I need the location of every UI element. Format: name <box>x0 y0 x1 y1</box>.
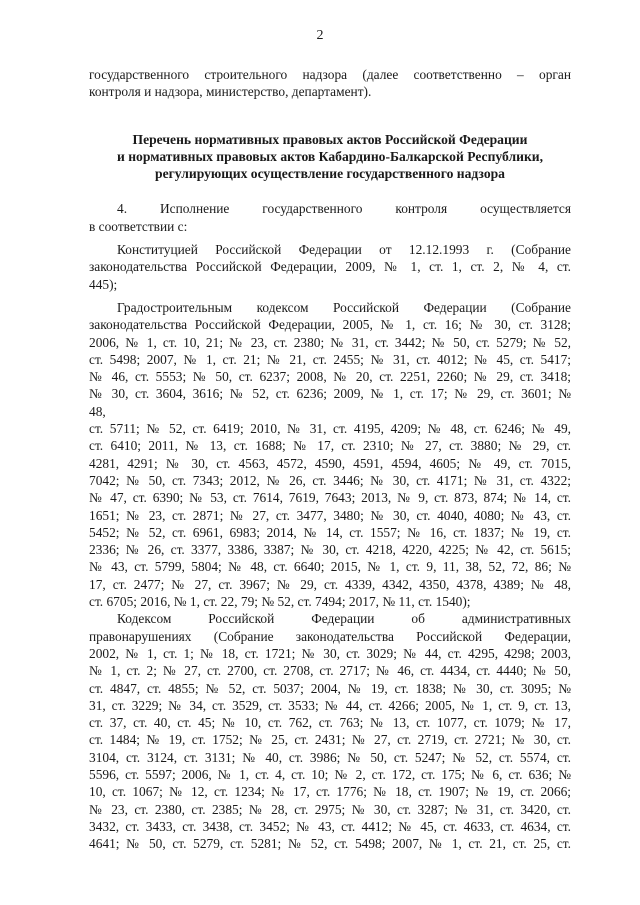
text-line: 4641; № 50, ст. 5279, ст. 5281; № 52, ст. 5498; 2007, № 1, ст. 21, ст. 25, ст. <box>89 836 571 852</box>
document-body <box>89 66 571 852</box>
text-line: 17, ст. 2477; № 27, ст. 3967; № 29, ст. 4339, 4342, 4350, 4378, 4389; № 48, <box>89 576 571 592</box>
page-number: 2 <box>316 28 324 43</box>
text-line: 445); <box>89 276 118 292</box>
constitution-paragraph <box>89 241 571 293</box>
text-line: законодательства Российской Федерации, 2009, № 1, ст. 1, ст. 2, № 4, ст. <box>89 259 571 275</box>
text-line: в соответствии с: <box>89 218 188 234</box>
text-line: 2006, № 1, ст. 10, 21; № 23, ст. 2380; № 31, ст. 3442; № 50, ст. 5279; № 52, <box>89 334 571 350</box>
clause-4-paragraph <box>89 200 571 235</box>
text-line: ст. 4847, ст. 4855; № 52, ст. 5037; 2004, № 19, ст. 1838; № 30, ст. 3095; № <box>89 680 571 696</box>
text-line: ст. 5711; № 52, ст. 6419; 2010, № 31, ст. 4195, 4209; № 48, ст. 6246; № 49, <box>89 421 571 437</box>
text-line: № 47, ст. 6390; № 53, ст. 7614, 7619, 7643; 2013, № 9, ст. 873, 874; № 14, ст. <box>89 490 571 506</box>
text-line: 5452; № 52, ст. 6961, 6983; 2014, № 14, ст. 1557; № 16, ст. 1837; № 19, ст. <box>89 524 571 540</box>
text-line: 2002, № 1, ст. 1; № 18, ст. 1721; № 30, ст. 3029; № 44, ст. 4295, 4298; 2003, <box>89 645 571 661</box>
intro-paragraph <box>89 66 571 101</box>
text-line: 31, ст. 3229; № 34, ст. 3529, ст. 3533; № 44, ст. 4266; 2005, № 1, ст. 9, ст. 13, <box>89 697 571 713</box>
text-line: № 43, ст. 5799, 5804; № 48, ст. 6640; 2015, № 1, ст. 9, 11, 38, 52, 72, 86; № <box>89 559 571 575</box>
text-line: ст. 6705; 2016, № 1, ст. 22, 79; № 52, ст. 7494; 2017, № 11, ст. 1540); <box>89 594 471 610</box>
text-line: 48, <box>89 403 106 419</box>
text-line: ст. 6410; 2011, № 13, ст. 1688; № 17, ст. 2310; № 27, ст. 3880; № 29, ст. <box>89 438 571 454</box>
text-line: № 46, ст. 5553; № 50, ст. 6237; 2008, № 20, ст. 2251, 2260; № 29, ст. 3418; <box>89 369 571 385</box>
admin-code-paragraph <box>89 610 571 852</box>
text-line: Градостроительным кодексом Российской Федерации (Собрание <box>117 299 571 315</box>
text-line: Конституцией Российской Федерации от 12.12.1993 г. (Собрание <box>117 242 571 258</box>
intro-line: государственного строительного надзора (далее соответственно – орган <box>89 67 571 82</box>
text-line: 4. Исполнение государственного контроля осуществляется <box>117 201 571 217</box>
heading-line: Перечень нормативных правовых актов Российской Федерации <box>132 131 528 147</box>
text-line: № 30, ст. 3604, 3616; № 52, ст. 6236; 2009, № 1, ст. 17; № 29, ст. 3601; № <box>89 386 571 402</box>
text-line: законодательства Российской Федерации, 2005, № 1, ст. 16; № 30, ст. 3128; <box>89 317 571 333</box>
text-line: 2336; № 26, ст. 3377, 3386, 3387; № 30, ст. 4218, 4220, 4225; № 42, ст. 5615; <box>89 542 571 558</box>
heading-line: регулирующих осуществление государственного надзора <box>155 166 505 182</box>
section-heading <box>89 131 571 183</box>
text-line: 7042; № 50, ст. 7343; 2012, № 26, ст. 3446; № 30, ст. 4171; № 31, ст. 4322; <box>89 472 571 488</box>
text-line: 1651; № 23, ст. 2871; № 27, ст. 3477, 3480; № 30, ст. 4040, 4080; № 43, ст. <box>89 507 571 523</box>
text-line: правонарушениях (Собрание законодательства Российской Федерации, <box>89 628 571 644</box>
text-line: 3104, ст. 3124, ст. 3131; № 40, ст. 3986; № 50, ст. 5247; № 52, ст. 5574, ст. <box>89 749 571 765</box>
text-line: № 1, ст. 2; № 27, ст. 2700, ст. 2708, ст. 2717; № 46, ст. 4434, ст. 4440; № 50, <box>89 663 571 679</box>
text-line: 4281, 4291; № 30, ст. 4563, 4572, 4590, 4591, 4594, 4605; № 49, ст. 7015, <box>89 455 571 471</box>
text-line: ст. 1484; № 19, ст. 1752; № 25, ст. 2431; № 27, ст. 2719, ст. 2721; № 30, ст. <box>89 732 571 748</box>
text-line: ст. 5498; 2007, № 1, ст. 21; № 21, ст. 2455; № 31, ст. 4012; № 45, ст. 5417; <box>89 351 571 367</box>
heading-line: и нормативных правовых актов Кабардино-Балкарской Республики, <box>116 148 544 164</box>
urban-code-paragraph <box>89 299 571 610</box>
text-line: 5596, ст. 5597; 2006, № 1, ст. 4, ст. 10; № 2, ст. 172, ст. 175; № 6, ст. 636; № <box>89 766 571 782</box>
text-line: ст. 37, ст. 40, ст. 45; № 10, ст. 762, ст. 763; № 13, ст. 1077, ст. 1079; № 17, <box>89 715 571 731</box>
text-line: 10, ст. 1067; № 12, ст. 1234; № 17, ст. 1776; № 18, ст. 1907; № 19, ст. 2066; <box>89 784 571 800</box>
intro-line: контроля и надзора, министерство, департамент). <box>89 84 372 100</box>
text-line: Кодексом Российской Федерации об административных <box>117 611 571 627</box>
text-line: 3432, ст. 3433, ст. 3438, ст. 3452; № 43, ст. 4412; № 45, ст. 4633, ст. 4634, ст. <box>89 818 571 834</box>
text-line: № 23, ст. 2380, ст. 2385; № 28, ст. 2975; № 30, ст. 3287; № 31, ст. 3420, ст. <box>89 801 571 817</box>
